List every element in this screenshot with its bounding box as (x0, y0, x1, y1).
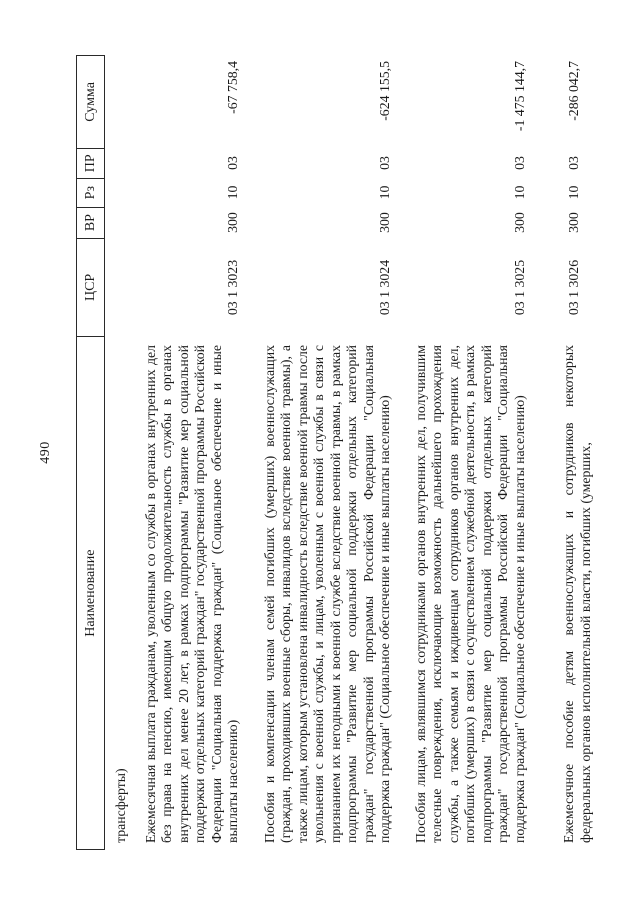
row-sum: -286 042,7 (566, 61, 581, 121)
col-header-rz: Рз (77, 179, 104, 208)
table-row (561, 55, 594, 850)
page-number: 490 (38, 441, 53, 464)
row-sum: -624 155,5 (377, 61, 392, 121)
row-name: Пособия лицам, являвшимся сотрудниками органов внутренних дел, получившим телесные повреждения, исключающие возможность дальнейшего прохождения службы, а также семьям и иждивенцам сотрудников органов внутренних дел, погибших (умерших) в связи с осуществлением служебной деятельности, в рамках подпрограммы "Развитие мер социальной поддержки отдельных категорий граждан" государственной программы Российской Федерации "Социальная поддержка граждан" (Социальное обеспечение и иные выплаты населению) (412, 345, 527, 843)
col-header-vr: ВР (77, 208, 104, 239)
row-sum: -1 475 144,7 (511, 61, 527, 132)
row-rz-code: 10 (511, 185, 527, 200)
row-pr-code: 03 (511, 156, 527, 170)
row-vr-code: 300 (377, 212, 392, 233)
row-csr-code: 03 1 3026 (566, 259, 581, 316)
row-rz-code: 10 (566, 185, 581, 200)
col-header-name: Наименование (82, 549, 98, 637)
row-csr-code: 03 1 3023 (225, 259, 240, 316)
row-pr-code: 03 (377, 156, 392, 170)
table-header-row (76, 55, 105, 850)
col-header-sum: Сумма (77, 56, 104, 149)
row-csr-code: 03 1 3025 (511, 259, 527, 316)
row-name: Пособия и компенсации членам семей погибших (умерших) военнослужащих (граждан, проходивших военные сборы, инвалидов вследствие военной травмы), а также лицам, которым установлена инвалидность вследствие военной травмы после увольнения с военной службы, и лицам, уволенным с военной службы в связи с признанием их негодными к военной службе вследствие военной травмы, в рамках подпрограммы "Развитие мер социальной поддержки отдельных категорий граждан" государственной программы Российской Федерации "Социальная поддержка граждан" (Социальное обеспечение и иные выплаты населению) (261, 345, 392, 843)
carryover-text: трансферты) (113, 768, 128, 843)
budget-table (76, 55, 594, 850)
row-pr-code: 03 (566, 156, 581, 170)
row-rz-code: 10 (377, 185, 392, 200)
table-row (413, 55, 529, 850)
row-rz-code: 10 (225, 185, 240, 200)
row-vr-code: 300 (511, 212, 527, 233)
row-sum: -67 758,4 (225, 61, 240, 114)
col-header-pr: ПР (77, 149, 104, 179)
col-header-csr: ЦСР (77, 239, 104, 338)
row-name: Ежемесячная выплата гражданам, уволенным со службы в органах внутренних дел без права на пенсию, имеющим общую продолжительность службы в органах внутренних дел менее 20 лет, в рамках подпрограммы "Развитие мер социальной поддержки отдельных категорий граждан" государственной программы Российской Федерации "Социальная поддержка граждан" (Социальное обеспечение и иные выплаты населению) (142, 345, 240, 843)
table-row (262, 55, 394, 850)
row-name: Ежемесячное пособие детям военнослужащих и сотрудников некоторых федеральных органов исполнительной власти, погибших (умерших, (561, 345, 593, 843)
row-vr-code: 300 (225, 212, 240, 233)
row-csr-code: 03 1 3024 (377, 259, 392, 316)
table-body (113, 55, 594, 850)
row-vr-code: 300 (566, 212, 581, 233)
table-row (143, 55, 242, 850)
row-pr-code: 03 (225, 156, 240, 170)
